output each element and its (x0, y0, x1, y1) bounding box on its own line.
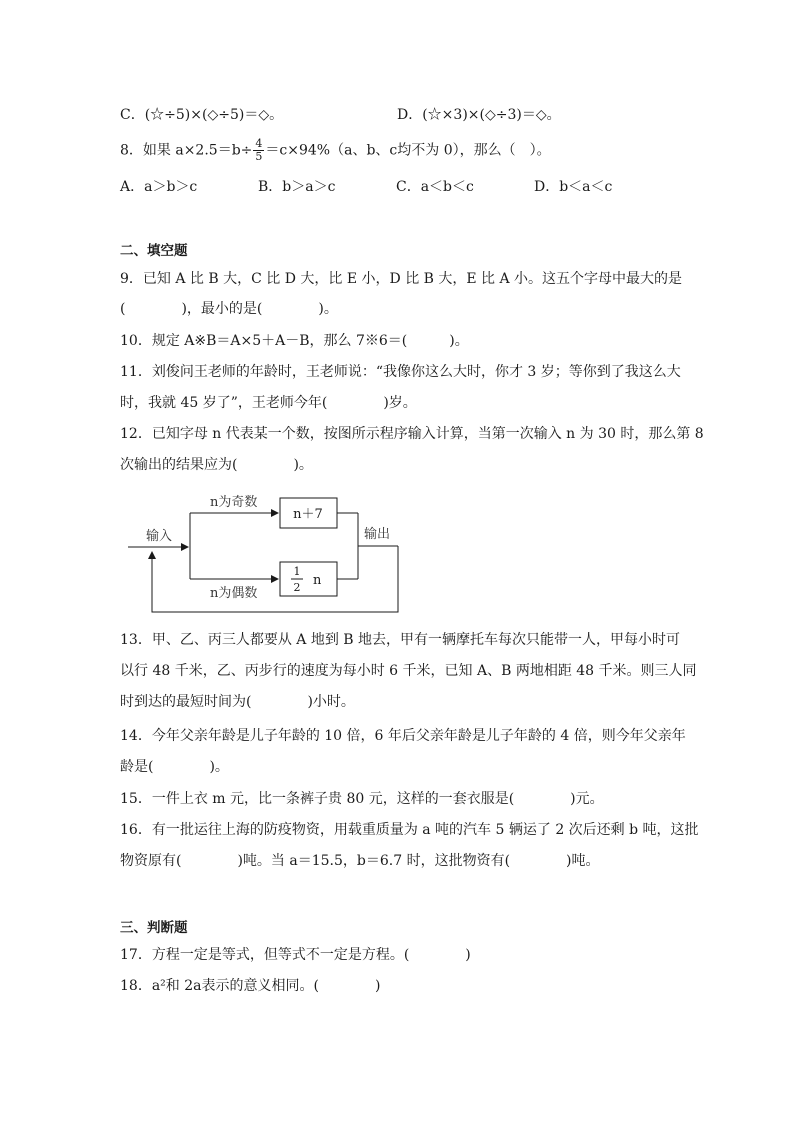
q8-frac-num: 4 (255, 137, 263, 150)
q10-text: 10．规定 A※B＝A×5＋A－B，那么 7※6＝( )。 (120, 333, 469, 349)
q15-text: 15．一件上衣 m 元，比一条裤子贵 80 元，这样的一套衣服是( )元。 (120, 791, 604, 807)
even-box (280, 562, 337, 596)
q8-frac-den: 5 (255, 150, 263, 163)
q14-line-1: 14．今年父亲年龄是儿子年龄的 10 倍，6 年后父亲年龄是儿子年龄的 4 倍，则今年父亲年 (120, 728, 686, 744)
q7-option-c: C．(☆÷5)×(◇÷5)＝◇。 (120, 107, 284, 123)
even-box-var: n (313, 573, 322, 588)
section-3-title: 三、判断题 (120, 920, 188, 936)
program-flowchart (120, 486, 420, 618)
q8-option-b: B．b＞a＞c (258, 179, 336, 195)
q16-line-1: 16．有一批运往上海的防疫物资，用载重质量为 a 吨的汽车 5 辆运了 2 次后还剩 b 吨，这批 (120, 822, 699, 838)
q18-text: 18．a²和 2a表示的意义相同。( ) (120, 978, 381, 994)
even-box-den: 2 (293, 581, 301, 594)
q12-line-1: 12．已知字母 n 代表某一个数，按图所示程序输入计算，当第一次输入 n 为 30 时，那么第 8 (120, 426, 704, 442)
q13-line-2: 以行 48 千米，乙、丙步行的速度为每小时 6 千米，已知 A、B 两地相距 48 千米。则三人同 (120, 663, 697, 679)
q7-option-d: D．(☆×3)×(◇÷3)＝◇。 (397, 107, 561, 123)
q13-line-1: 13．甲、乙、丙三人都要从 A 地到 B 地去，甲有一辆摩托车每次只能带一人，甲每小时可 (120, 632, 681, 648)
output-label: 输出 (364, 527, 391, 542)
question-8 (120, 138, 551, 163)
q17-text: 17．方程一定是等式，但等式不一定是方程。( ) (120, 947, 471, 963)
odd-label: n为奇数 (210, 495, 258, 510)
odd-box-text: n＋7 (293, 507, 323, 522)
even-box-num: 1 (293, 565, 301, 578)
q9-line-1: 9．已知 A 比 B 大，C 比 D 大，比 E 小，D 比 B 大，E 比 A 小。这五个字母中最大的是 (120, 271, 683, 287)
q8-prefix: 8．如果 a×2.5＝b÷ (120, 142, 253, 159)
q16-line-2: 物资原有( )吨。当 a＝15.5，b＝6.7 时，这批物资有( )吨。 (120, 853, 600, 869)
q8-suffix: ＝c×94%（a、b、c均不为 0），那么（ ）。 (265, 142, 551, 159)
q8-option-c: C．a＜b＜c (396, 179, 474, 195)
q13-line-3: 时到达的最短时间为( )小时。 (120, 694, 355, 710)
q11-line-1: 11．刘俊问王老师的年龄时，王老师说：“我像你这么大时，你才 3 岁；等你到了我这么大 (120, 364, 681, 380)
even-label: n为偶数 (210, 586, 258, 601)
q8-option-a: A．a＞b＞c (120, 179, 198, 195)
input-label: 输入 (146, 529, 173, 544)
q8-option-d: D．b＜a＜c (534, 179, 613, 195)
q9-line-2: ( )，最小的是( )。 (120, 301, 338, 317)
q12-line-2: 次输出的结果应为( )。 (120, 457, 313, 473)
q8-fraction (253, 138, 264, 163)
q11-line-2: 时，我就 45 岁了”，王老师今年( )岁。 (120, 395, 417, 411)
q14-line-2: 龄是( )。 (120, 759, 229, 775)
section-2-title: 二、填空题 (120, 243, 188, 259)
